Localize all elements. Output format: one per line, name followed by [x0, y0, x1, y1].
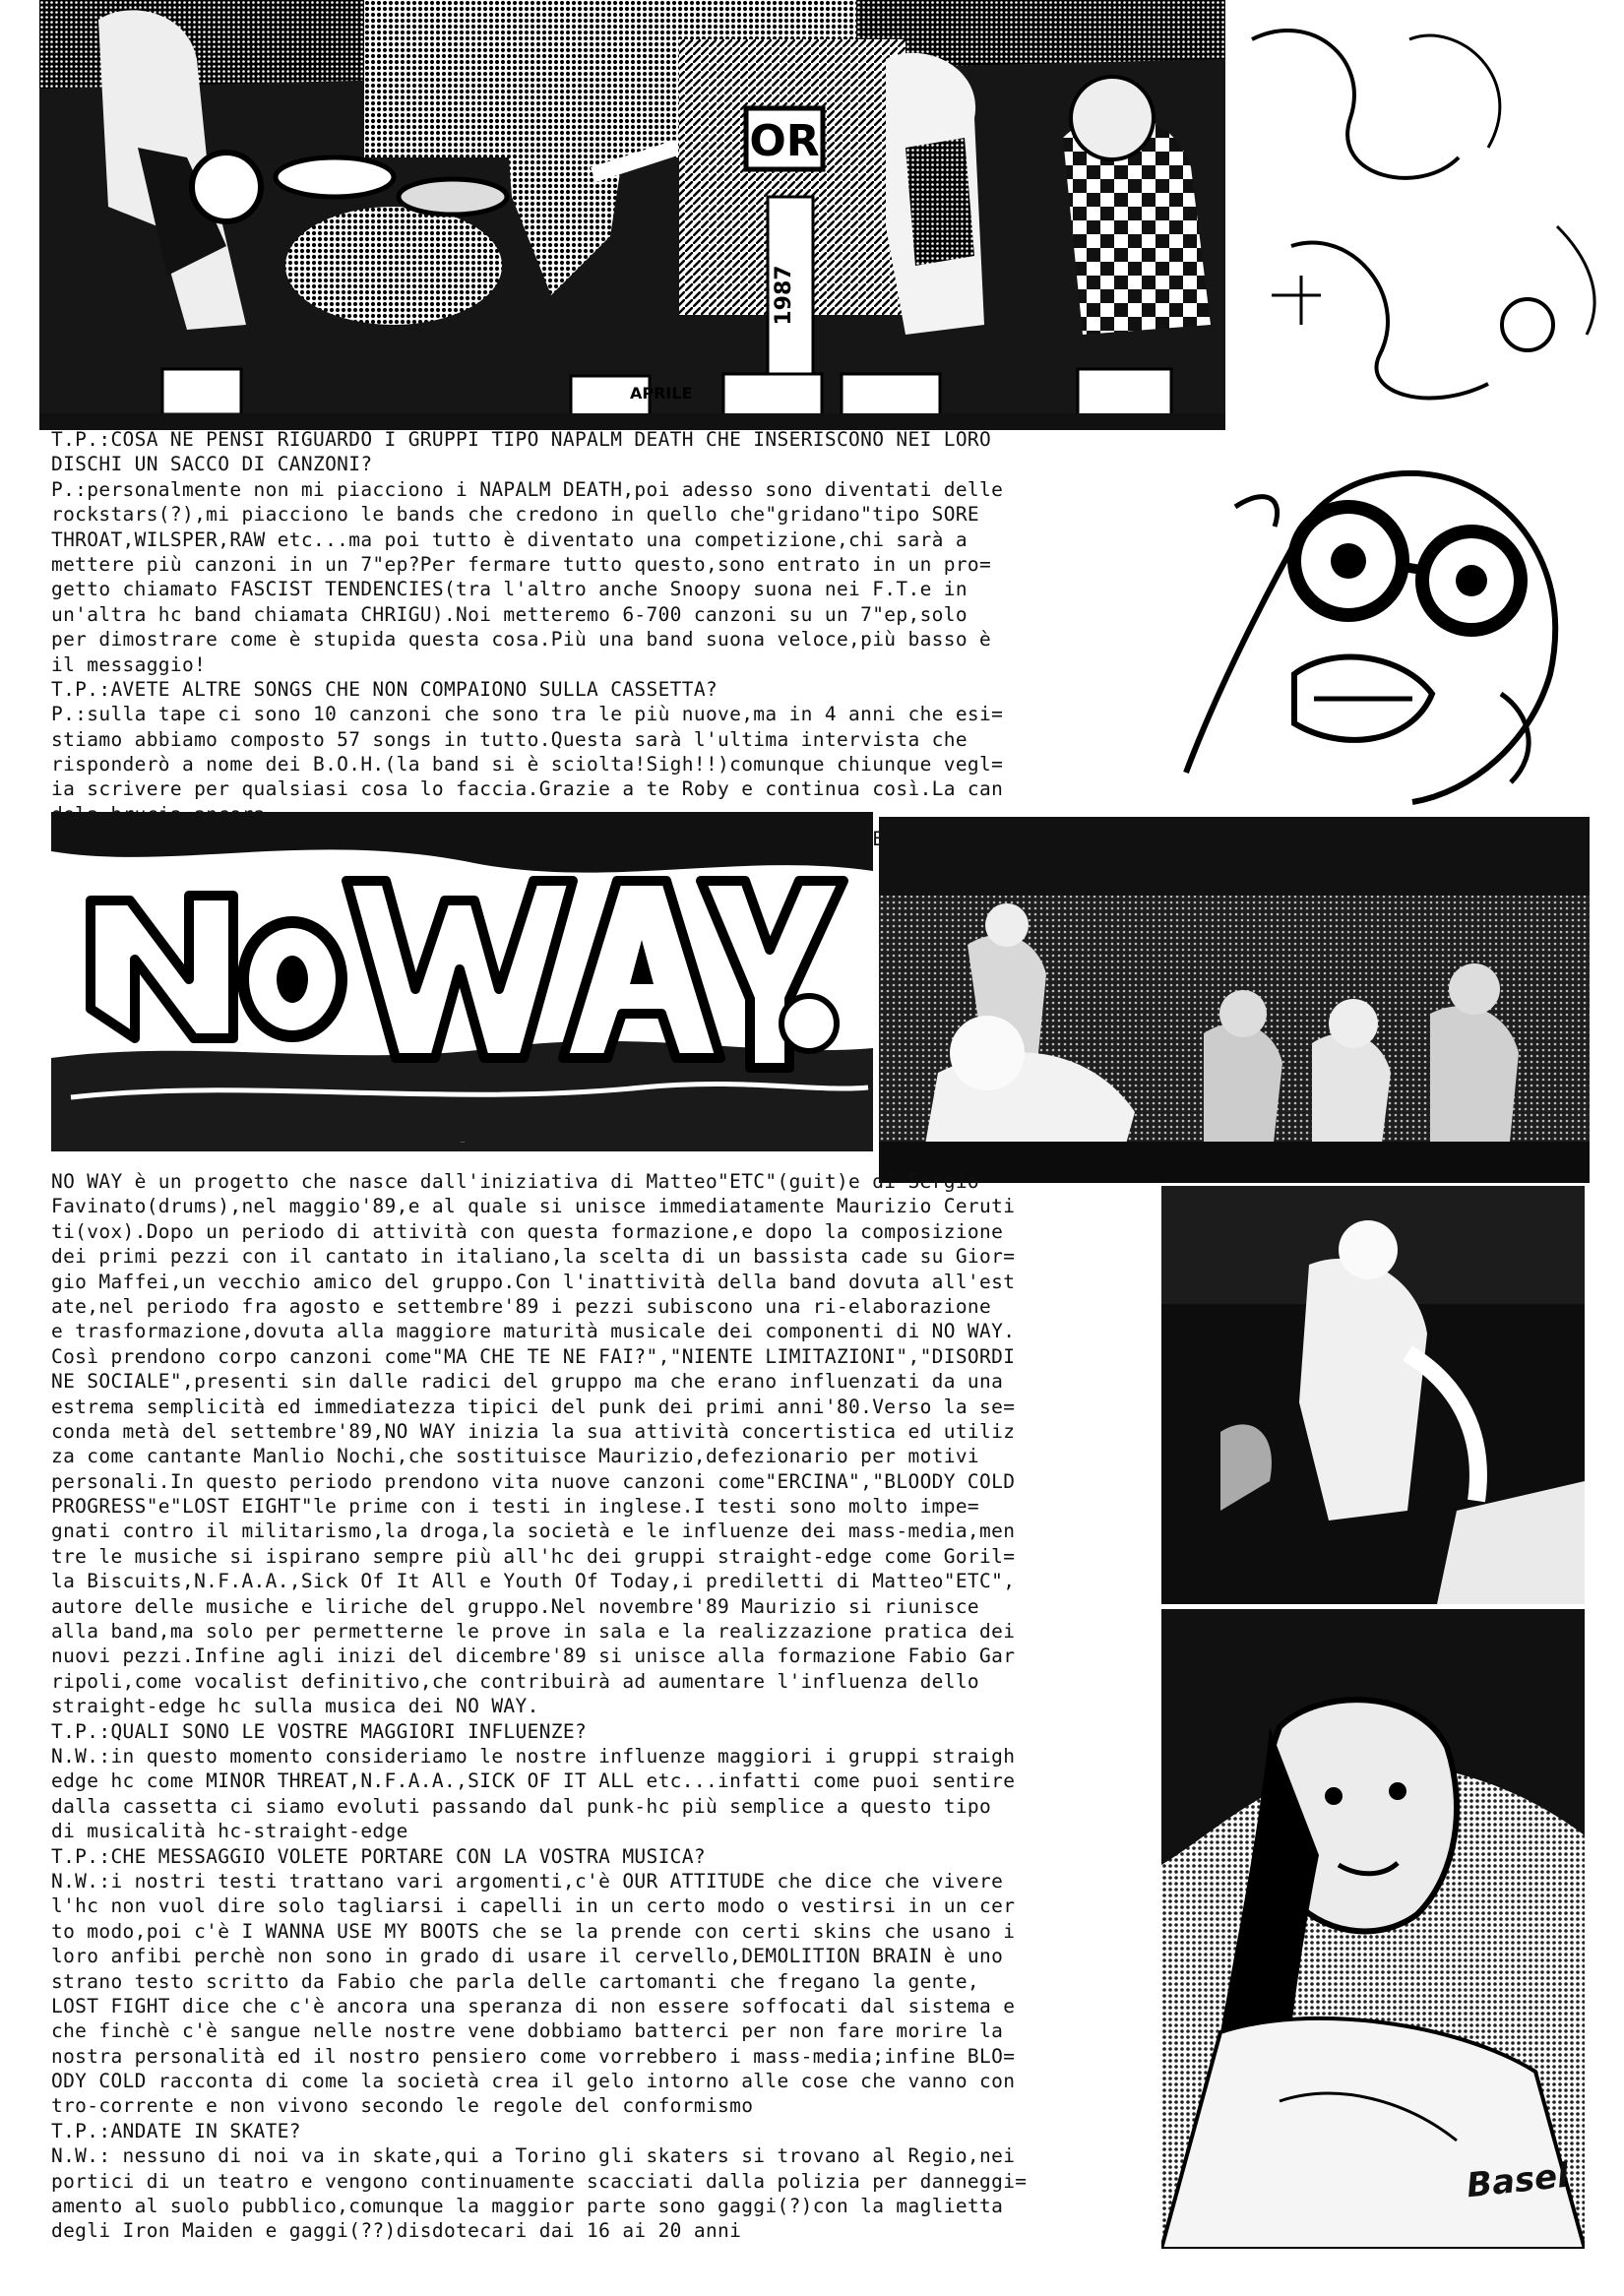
interview-line: P.:personalmente non mi piacciono i NAPALM DEATH,poi adesso sono diventati delle	[51, 477, 1004, 501]
interview-line: stiamo abbiamo composto 57 songs in tutto.Questa sarà l'ultima intervista che	[51, 727, 968, 751]
no-way-article-text	[51, 1169, 1027, 2244]
article-line: l'hc non vuol dire solo tagliarsi i capelli in un certo modo o vestirsi in un cer	[51, 1894, 1016, 1918]
article-line: gnati contro il militarismo,la droga,la società e le influenze dei mass-media,men	[51, 1520, 1016, 1543]
article-line: estrema semplicità ed immediatezza tipici del punk dei primi anni'80.Verso la se=	[51, 1395, 1016, 1418]
interview-line: il messaggio!	[51, 652, 207, 676]
article-line: NO WAY è un progetto che nasce dall'iniziativa di Matteo"ETC"(guit)e di Sergio	[51, 1170, 980, 1193]
article-line: di musicalità hc-straight-edge	[51, 1820, 408, 1843]
article-line: N.W.:in questo momento consideriamo le nostre influenze maggiori i gruppi straigh	[51, 1744, 1016, 1768]
venue-sign-text: OR	[749, 116, 820, 166]
article-line: NE SOCIALE",presenti sin dalle radici del gruppo ma che erano influenzati da una	[51, 1370, 1004, 1394]
article-line: straight-edge hc sulla musica dei NO WAY.	[51, 1695, 539, 1718]
article-line: edge hc come MINOR THREAT,N.F.A.A.,SICK OF IT ALL etc...infatti come puoi sentire	[51, 1769, 1016, 1793]
singer-live-photo	[1161, 1186, 1585, 1604]
interview-line: risponderò a nome dei B.O.H.(la band si è sciolta!Sigh!!)comunque chiunque vegl=	[51, 753, 1004, 776]
interview-line: ia scrivere per qualsiasi cosa lo faccia.Grazie a te Roby e continua così.La can	[51, 777, 1004, 801]
article-line: loro anfibi perchè non sono in grado di usare il cervello,DEMOLITION BRAIN è uno	[51, 1945, 1004, 1968]
no-way-logo-text: NO WAY	[460, 1143, 466, 1144]
interview-line: DISCHI UN SACCO DI CANZONI?	[51, 453, 373, 476]
interview-line: mettere più canzoni in un 7"ep?Per fermare tutto questo,sono entrato in un pro=	[51, 552, 992, 576]
article-line: gio Maffei,un vecchio amico del gruppo.Con l'inattività della band dovuta all'est	[51, 1270, 1016, 1293]
article-line: e trasformazione,dovuta alla maggiore maturità musicale dei componenti di NO WAY.	[51, 1320, 1016, 1343]
article-line: dalla cassetta ci siamo evoluti passando dal punk-hc più semplice a questo tipo	[51, 1794, 992, 1818]
top-concert-photo	[39, 0, 1225, 430]
artist-signature: Basel	[1465, 2155, 1571, 2206]
article-line: dei primi pezzi con il cantato in italiano,la scelta di un bassista cade su Gior=	[51, 1245, 1016, 1269]
article-line: conda metà del settembre'89,NO WAY inizia la sua attività concertistica ed utiliz	[51, 1419, 1016, 1443]
article-line: nostra personalità ed il nostro pensiero come vorrebbero i mass-media;infine BLO=	[51, 2044, 1016, 2068]
band-live-photo	[879, 817, 1590, 1183]
article-line: N.W.: nessuno di noi va in skate,qui a Torino gli skaters si trovano al Regio,nei	[51, 2144, 1016, 2168]
article-line: T.P.:QUALI SONO LE VOSTRE MAGGIORI INFLUENZE?	[51, 1719, 588, 1743]
article-line: tre le musiche si ispirano sempre più all'hc dei gruppi straight-edge come Goril=	[51, 1544, 1016, 1568]
article-line: N.W.:i nostri testi trattano vari argomenti,c'è OUR ATTITUDE che dice che vivere	[51, 1869, 1004, 1893]
article-line: personali.In questo periodo prendono vita nuove canzoni come"ERCINA","BLOODY COLD	[51, 1469, 1016, 1493]
article-line: ODY COLD racconta di come la società crea il gelo intorno alle cose che vanno con	[51, 2070, 1016, 2093]
no-way-logo	[51, 812, 873, 1151]
article-line: amento al suolo pubblico,comunque la maggior parte sono gaggi(?)con la maglietta	[51, 2195, 1004, 2218]
article-line: za come cantante Manlio Nochi,che sostituisce Maurizio,defezionario per motivi	[51, 1445, 980, 1468]
top-right-sketch	[1232, 0, 1621, 430]
article-line: ti(vox).Dopo un periodo di attività con questa formazione,e dopo la composizione	[51, 1219, 1004, 1243]
interview-line: THROAT,WILSPER,RAW etc...ma poi tutto è diventato una competizione,chi sarà a	[51, 527, 968, 551]
article-line: strano testo scritto da Fabio che parla delle cartomanti che fregano la gente,	[51, 1969, 980, 1993]
poster-aprile-text: APRILE	[630, 384, 693, 403]
article-line: Favinato(drums),nel maggio'89,e al quale si unisce immediatamente Maurizio Ceruti	[51, 1195, 1016, 1218]
article-line: degli Iron Maiden e gaggi(??)disdotecari dai 16 ai 20 anni	[51, 2219, 742, 2243]
interview-line: per dimostrare come è stupida questa cosa.Più una band suona veloce,più basso è	[51, 628, 992, 652]
portrait-photo	[1161, 1609, 1585, 2249]
article-line: to modo,poi c'è I WANNA USE MY BOOTS che se la prende con certi skins che usano i	[51, 1919, 1016, 1943]
article-line: ripoli,come vocalist definitivo,che contribuirà ad aumentare l'influenza dello	[51, 1669, 980, 1693]
article-line: T.P.:ANDATE IN SKATE?	[51, 2119, 301, 2142]
interview-line: un'altra hc band chiamata CHRIGU).Noi metteremo 6-700 canzoni su un 7"ep,solo	[51, 602, 968, 626]
article-line: che finchè c'è sangue nelle nostre vene dobbiamo batterci per non fare morire la	[51, 2019, 1004, 2043]
article-line: ate,nel periodo fra agosto e settembre'89 i pezzi subiscono una ri-elaborazione	[51, 1294, 992, 1318]
article-line: autore delle musiche e liriche del gruppo.Nel novembre'89 Maurizio si riunisce	[51, 1594, 980, 1618]
article-line: LOST FIGHT dice che c'è ancora una speranza di non essere soffocati dal sistema e	[51, 1994, 1016, 2017]
article-line: alla band,ma solo per permetterne le prove in sala e la realizzazione pratica dei	[51, 1620, 1016, 1644]
article-line: T.P.:CHE MESSAGGIO VOLETE PORTARE CON LA VOSTRA MUSICA?	[51, 1844, 706, 1868]
interview-line: rockstars(?),mi piacciono le bands che credono in quello che"gridano"tipo SORE	[51, 503, 980, 527]
interview-line: T.P.:AVETE ALTRE SONGS CHE NON COMPAIONO SULLA CASSETTA?	[51, 677, 718, 701]
article-line: portici di un teatro e vengono continuamente scacciati dalla polizia per danneggi=	[51, 2169, 1028, 2193]
band-member-drawing	[1176, 448, 1585, 807]
article-line: la Biscuits,N.F.A.A.,Sick Of It All e Youth Of Today,i prediletti di Matteo"ETC",	[51, 1570, 1016, 1593]
interview-line: P.:sulla tape ci sono 10 canzoni che sono tra le più nuove,ma in 4 anni che esi=	[51, 703, 1004, 726]
interview-top-text	[51, 427, 1003, 852]
poster-date-text: 1987	[772, 265, 796, 326]
interview-line: T.P.:COSA NE PENSI RIGUARDO I GRUPPI TIPO NAPALM DEATH CHE INSERISCONO NEI LORO	[51, 428, 992, 451]
article-line: tro-corrente e non vivono secondo le regole del conformismo	[51, 2094, 754, 2118]
article-line: nuovi pezzi.Infine agli inizi del dicembre'89 si unisce alla formazione Fabio Gar	[51, 1644, 1016, 1668]
article-line: Così prendono corpo canzoni come"MA CHE TE NE FAI?","NIENTE LIMITAZIONI","DISORDI	[51, 1344, 1016, 1368]
interview-line: getto chiamato FASCIST TENDENCIES(tra l'altro anche Snoopy suona nei F.T.e in	[51, 578, 968, 601]
article-line: PROGRESS"e"LOST EIGHT"le prime con i testi in inglese.I testi sono molto impe=	[51, 1495, 980, 1519]
